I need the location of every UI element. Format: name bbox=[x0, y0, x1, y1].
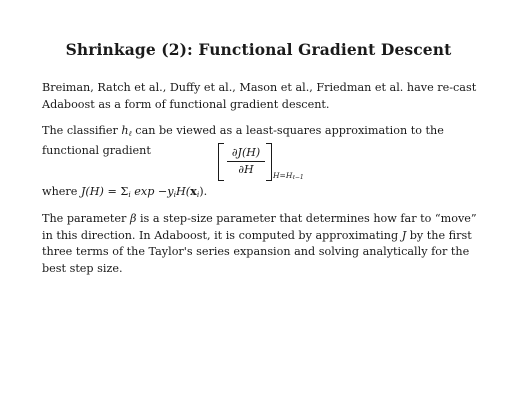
loss-function-h: H( bbox=[176, 185, 191, 198]
paragraph-step-size bbox=[42, 211, 482, 277]
j-symbol: J bbox=[401, 228, 407, 242]
equation-subscript-main: H=H bbox=[273, 171, 293, 180]
gradient-equation bbox=[218, 143, 338, 183]
paragraph-definition-text: where bbox=[42, 185, 81, 198]
paragraph-step-size-text-c: by the first three terms of the Taylor's series expansion and solving analytically for the best step size. bbox=[42, 228, 472, 275]
fraction-bar bbox=[227, 161, 265, 162]
feature-index: i bbox=[196, 190, 200, 199]
classifier-symbol: h bbox=[121, 124, 129, 137]
paragraph-step-size-text-a: The parameter bbox=[42, 212, 130, 225]
paragraph-intro: Breiman, Ratch et al., Duffy et al., Mason et al., Friedman et al. have re-cast Adaboost as a form of functional gradient descent. bbox=[42, 81, 477, 111]
paragraph-classifier-text-a: The classifier bbox=[42, 124, 122, 137]
classifier-subscript: ℓ bbox=[128, 129, 132, 138]
beta-symbol: β bbox=[129, 212, 137, 225]
loss-function-exp: exp −y bbox=[130, 185, 174, 198]
equation-subscript-index: ℓ−1 bbox=[292, 174, 304, 181]
loss-function-lhs: J(H) = bbox=[80, 185, 121, 198]
paragraph-step-size-text-b: is a step-size parameter that determines how far to “move” in this direction. In Adaboost, it is computed by approximating bbox=[42, 212, 477, 242]
paragraph-classifier-text-b: can be viewed as a least-squares approximation to the functional gradient bbox=[42, 124, 444, 157]
label-index: i bbox=[173, 190, 177, 199]
sum-symbol: Σ bbox=[120, 185, 129, 198]
loss-function-close: ). bbox=[199, 185, 208, 198]
left-bracket bbox=[218, 143, 224, 181]
equation-evaluation-subscript bbox=[273, 171, 304, 181]
equation-denominator: ∂H bbox=[238, 163, 254, 176]
feature-vector-symbol: x bbox=[190, 184, 197, 198]
sum-index: i bbox=[128, 190, 131, 199]
right-bracket bbox=[266, 143, 272, 181]
equation-numerator: ∂J(H) bbox=[231, 146, 261, 159]
slide-title: Shrinkage (2): Functional Gradient Descent bbox=[65, 40, 452, 59]
paragraph-definition bbox=[42, 183, 482, 204]
